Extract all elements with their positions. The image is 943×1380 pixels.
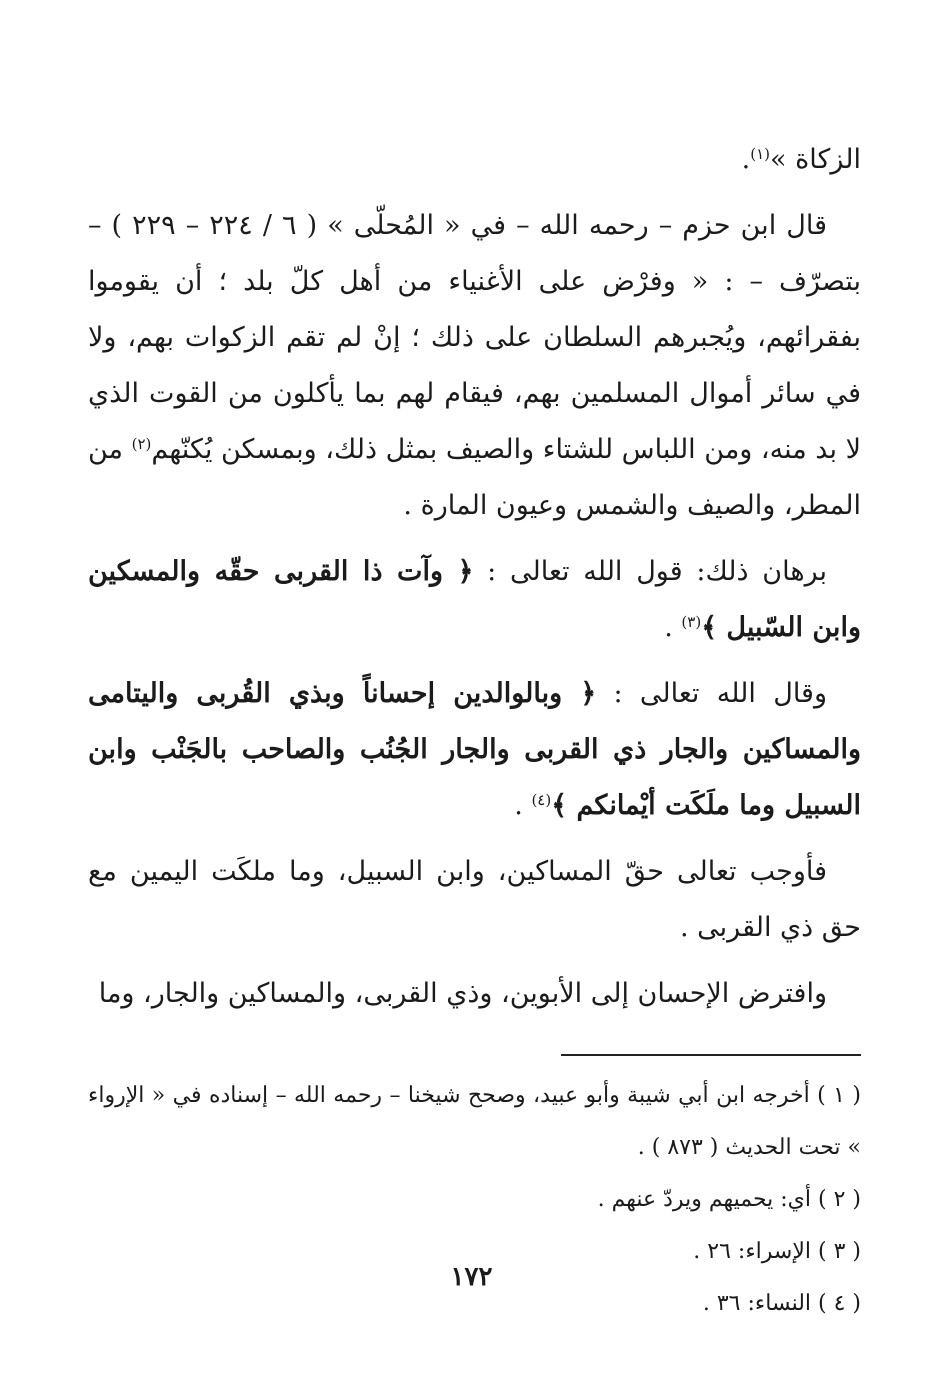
footnote-divider [561, 1054, 861, 1056]
page-number: ١٧٢ [450, 1262, 493, 1292]
footnote-ref-1: (١) [750, 145, 771, 163]
footnote-4: ( ٤ ) النساء: ٣٦ . [702, 1291, 861, 1316]
main-text [88, 132, 861, 1022]
footnote-ref-2: (٢) [131, 435, 152, 453]
quran-verse-2: ﴿ وبالوالدين إحساناً وبذي القُربى واليتامى والمساكين والجار ذي القربى والجار الجُنُب والصاحب بالجَنْب وابن السبيل وما ملَكَت أيْمانكم ﴾ [88, 678, 861, 821]
paragraph-second-verse: وقال الله تعالى : ﴿ وبالوالدين إحساناً وبذي القُربى واليتامى والمساكين والجار ذي القربى والجار الجُنُب والصاحب بالجَنْب وابن السبيل وما ملَكَت أيْمانكم ﴾$^{(٤)}$ . [88, 678, 861, 821]
paragraph-obligation: فأوجب تعالى حقّ المساكين، وابن السبيل، وما ملكَت اليمين مع حق ذي القربى . [88, 856, 861, 943]
footnote-2: ( ٢ ) أي: يحميهم ويردّ عنهم . [597, 1187, 861, 1212]
paragraph-zakat-end: الزكاة »$^{(١)}$. [741, 144, 861, 175]
footnote-1: ( ١ ) أخرجه ابن أبي شيبة وأبو عبيد، وصحح شيخنا – رحمه الله – إسناده في « الإرواء » تحت الحديث ( ٨٧٣ ) . [88, 1083, 861, 1160]
paragraph-burhan: برهان ذلك: قول الله تعالى : ﴿ وآت ذا القربى حقّه والمسكين وابن السّبيل ﴾$^{(٣)}$ . [88, 556, 861, 643]
quran-verse-1: ﴿ وآت ذا القربى حقّه والمسكين وابن السّبيل ﴾ [88, 556, 861, 643]
paragraph-ihsan: وافترض الإحسان إلى الأبوين، وذي القربى، والمساكين والجار، وما [98, 978, 827, 1009]
paragraph-ibn-hazm-quote: قال ابن حزم – رحمه الله – في « المُحلّى » ( ٦ / ٢٢٤ – ٢٢٩ ) – بتصرّف – : « وفرْض على الأغنياء من أهل كلّ بلد ؛ أن يقوموا بفقرائهم، ويُجبرهم السلطان على ذلك ؛ إنْ لم تقم الزكوات بهم، ولا في سائر أموال المسلمين بهم، فيقام لهم بما يأكلون من القوت الذي لا بد منه، ومن اللباس للشتاء والصيف بمثل ذلك، وبمسكن يُكنّهم$^{(٢)}$ من المطر، والصيف والشمس وعيون المارة . [88, 210, 861, 521]
footnote-ref-4: (٤) [531, 791, 552, 809]
footnote-ref-3: (٣) [681, 613, 702, 631]
footnote-3: ( ٣ ) الإسراء: ٢٦ . [693, 1239, 861, 1264]
